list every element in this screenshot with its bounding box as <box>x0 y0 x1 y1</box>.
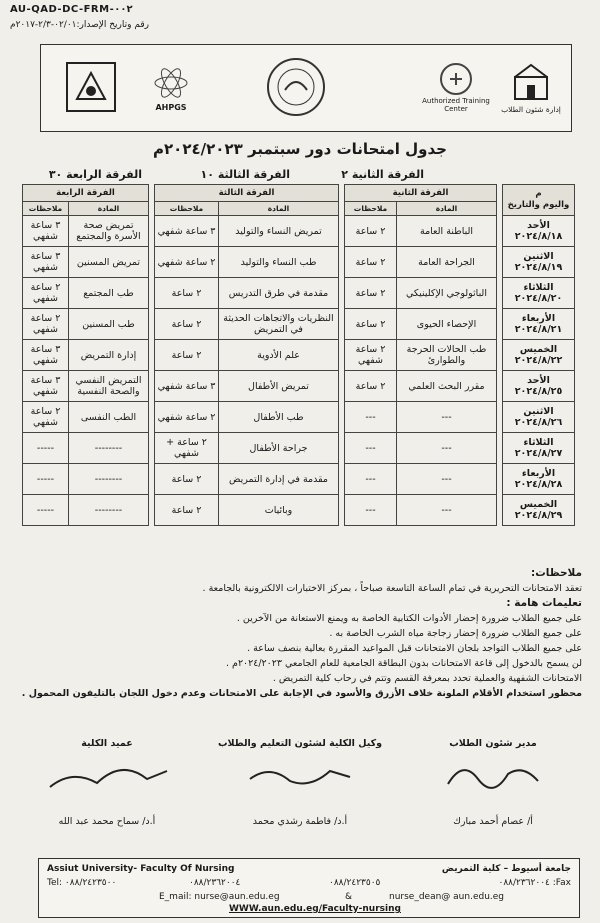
footer-amp: & <box>345 892 353 902</box>
group2-notes: ٢ ساعة <box>345 278 397 309</box>
exam-date: ٢٠٢٤/٨/١٩ <box>514 262 563 273</box>
group3-subject: مقدمة في إدارة التمريض <box>219 464 339 495</box>
quality-seal-logo <box>256 53 336 121</box>
table-row <box>23 278 575 309</box>
group3-notes: ٢ ساعة <box>155 495 219 526</box>
exam-date: ٢٠٢٤/٨/٢٨ <box>514 479 563 490</box>
group2-notes: ٢ ساعة <box>345 216 397 247</box>
version-line: رقم وتاريخ الإصدار:٠٢/٠١-٢/٣-٢٠١٧م <box>10 20 149 30</box>
table-row <box>23 309 575 340</box>
page-title: جدول امتحانات دور سبتمبر ٢٠٢٤/٢٠٢٣م <box>153 140 447 158</box>
group3-notes: ٢ ساعة شفهي <box>155 247 219 278</box>
group2-header: الفرقة الثانية <box>345 185 497 202</box>
day-name: الاثنين <box>523 251 554 262</box>
group4-label: الفرقة الرابعة ٣٠ <box>48 168 142 181</box>
group4-subject: تمريض صحة الأسرة والمجتمع <box>69 216 149 247</box>
exam-date: ٢٠٢٤/٨/٢٢ <box>514 355 563 366</box>
footer-fax: Fax: ٠٨٨/٢٣٦٢٠٠٤ <box>498 878 571 888</box>
day-date-cell <box>503 309 575 340</box>
group3-subject: تمريض الأطفال <box>219 371 339 402</box>
day-name: الأحد <box>527 220 550 231</box>
day-name: الثلاثاء <box>523 437 554 448</box>
group4-notes: ----- <box>23 433 69 464</box>
footer-tel: Tel: ٠٨٨/٢٤٢٣٥٠٠ <box>47 878 117 888</box>
footer-email-2[interactable]: nurse_dean@ aun.edu.eg <box>389 892 505 902</box>
group3-label: الفرقة الثالثة ١٠ <box>200 168 290 181</box>
group3-subject: وبائيات <box>219 495 339 526</box>
group3-notes: ٣ ساعة شفهي <box>155 216 219 247</box>
table-row <box>23 216 575 247</box>
footer-university-en: Assiut University- Faculty Of Nursing <box>47 864 235 874</box>
note-item: تعقد الامتحانات التحريرية في تمام الساعة التاسعة صباحاً ، بمركز الاختبارات الالكترونية بالجامعة . <box>202 583 582 594</box>
group2-subject: الإحصاء الحيوى <box>397 309 497 340</box>
group2-subject: الجراحة العامة <box>397 247 497 278</box>
document-code: AU-QAD-DC-FRM-٠٠٢ <box>10 4 133 15</box>
group3-notes: ٢ ساعة + شفهي <box>155 433 219 464</box>
exam-date: ٢٠٢٤/٨/٢٦ <box>514 417 563 428</box>
group3-notes: ٣ ساعة شفهي <box>155 371 219 402</box>
group4-notes: ٢ ساعة شفهي <box>23 309 69 340</box>
group2-notes: ٢ ساعة <box>345 371 397 402</box>
exam-date: ٢٠٢٤/٨/٢٠ <box>514 293 563 304</box>
table-row <box>23 433 575 464</box>
faculty-logo <box>51 53 131 121</box>
group4-subject: طب المجتمع <box>69 278 149 309</box>
group4-notes: ٢ ساعة شفهي <box>23 402 69 433</box>
group4-notes: ٣ ساعة شفهي <box>23 371 69 402</box>
group2-notes: --- <box>345 495 397 526</box>
exam-date: ٢٠٢٤/٨/٢١ <box>514 324 563 335</box>
group4-subject: -------- <box>69 495 149 526</box>
footer-email-1[interactable]: E_mail: nurse@aun.edu.eg <box>159 892 280 902</box>
table-row <box>23 247 575 278</box>
ahpgs-logo: AHPGS <box>131 53 211 121</box>
notes-header: ملاحظات <box>23 202 69 216</box>
group3-subject: طب النساء والتوليد <box>219 247 339 278</box>
signature-vice-dean: وكيل الكلية لشئون التعليم والطلاب أ.د/ فاطمة رشدي محمد <box>217 738 383 827</box>
group4-notes: ----- <box>23 464 69 495</box>
group4-subject: طب المسنين <box>69 309 149 340</box>
training-center-logo: Authorized Training Center <box>421 53 491 121</box>
group4-notes: ٢ ساعة شفهي <box>23 278 69 309</box>
table-row <box>23 402 575 433</box>
day-date-cell <box>503 371 575 402</box>
group3-subject: مقدمة في طرق التدريس <box>219 278 339 309</box>
notes-section <box>12 566 582 701</box>
subject-header: المادة <box>69 202 149 216</box>
exam-date: ٢٠٢٤/٨/٢٧ <box>514 448 563 459</box>
table-row <box>23 464 575 495</box>
day-date-cell <box>503 402 575 433</box>
footer-tel-2: ٠٨٨/٢٣٦٢٠٠٤ <box>189 878 241 888</box>
notes-heading: ملاحظات: <box>531 567 582 579</box>
notes-header: ملاحظات <box>155 202 219 216</box>
group3-subject: جراحة الأطفال <box>219 433 339 464</box>
group2-subject: مقرر البحث العلمي <box>397 371 497 402</box>
day-date-cell <box>503 216 575 247</box>
footer-university-ar: جامعة أسيوط – كلية التمريض <box>441 864 571 874</box>
date-column-header: م واليوم والتاريخ <box>503 185 575 216</box>
group3-subject: النظريات والاتجاهات الحديثة في التمريض <box>219 309 339 340</box>
exam-date: ٢٠٢٤/٨/٢٩ <box>514 510 563 521</box>
group4-notes: ٣ ساعة شفهي <box>23 340 69 371</box>
group3-notes: ٢ ساعة <box>155 278 219 309</box>
day-name: الخميس <box>519 344 558 355</box>
day-name: الأحد <box>527 375 550 386</box>
group2-subject: الباثولوجي الإكلينيكي <box>397 278 497 309</box>
group3-subject: علم الأدوية <box>219 340 339 371</box>
group4-notes: ----- <box>23 495 69 526</box>
day-date-cell <box>503 464 575 495</box>
group4-subject: -------- <box>69 464 149 495</box>
group2-label: الفرقة الثانية ٢ <box>341 168 424 181</box>
group4-subject: -------- <box>69 433 149 464</box>
day-date-cell <box>503 340 575 371</box>
aun-logo: إدارة شئون الطلاب <box>496 53 566 121</box>
group3-header: الفرقة الثالثة <box>155 185 339 202</box>
exam-schedule-table <box>22 184 575 526</box>
group2-subject: --- <box>397 402 497 433</box>
group4-subject: التمريض النفسي والصحة النفسية <box>69 371 149 402</box>
table-row <box>23 495 575 526</box>
group2-subject: --- <box>397 464 497 495</box>
instruction-item: على جميع الطلاب ضرورة إحضار زجاجة مياه الشرب الخاصة به . <box>329 628 582 639</box>
day-name: الاثنين <box>523 406 554 417</box>
group3-notes: ٢ ساعة شفهي <box>155 402 219 433</box>
group2-notes: ٢ ساعة <box>345 247 397 278</box>
instruction-item: الامتحانات الشفهية والعملية تحدد بمعرفة القسم وتتم في رحاب كلية التمريض . <box>272 673 582 684</box>
group2-notes: --- <box>345 464 397 495</box>
day-name: الأربعاء <box>521 468 556 479</box>
footer <box>38 858 580 918</box>
instruction-item: على جميع الطلاب ضرورة إحضار الأدوات الكتابية الخاصة به ويمنع الاستعانة من الآخرين . <box>236 613 582 624</box>
day-date-cell <box>503 247 575 278</box>
group2-notes: ٢ ساعة شفهي <box>345 340 397 371</box>
exam-date: ٢٠٢٤/٨/٢٥ <box>514 386 563 397</box>
day-date-cell <box>503 495 575 526</box>
group2-notes: --- <box>345 402 397 433</box>
handwritten-signature <box>42 749 172 799</box>
instruction-item: محظور استخدام الأقلام الملونة خلاف الأزرق والأسود في الإجابة على الامتحانات وعدم دخول اللجان بالتليفون المحمول . <box>21 688 582 699</box>
group2-notes: ٢ ساعة <box>345 309 397 340</box>
exam-date: ٢٠٢٤/٨/١٨ <box>514 231 563 242</box>
handwritten-signature <box>438 749 548 799</box>
day-name: الأربعاء <box>521 313 556 324</box>
group4-notes: ٣ ساعة شفهي <box>23 247 69 278</box>
notes-header: ملاحظات <box>345 202 397 216</box>
group3-notes: ٢ ساعة <box>155 309 219 340</box>
group2-notes: --- <box>345 433 397 464</box>
instructions-heading: تعليمات هامة : <box>506 597 582 609</box>
day-date-cell <box>503 278 575 309</box>
table-row <box>23 371 575 402</box>
table-row <box>23 340 575 371</box>
footer-tel-3: ٠٨٨/٢٤٢٣٥٠٥ <box>329 878 381 888</box>
group2-subject: الباطنة العامة <box>397 216 497 247</box>
group3-subject: تمريض النساء والتوليد <box>219 216 339 247</box>
subject-header: المادة <box>219 202 339 216</box>
footer-website-link[interactable]: WWW.aun.edu.eg/Faculty-nursing <box>229 904 401 914</box>
signature-dean: عميد الكلية أ.د/ سماح محمد عبد الله <box>22 738 192 802</box>
group4-subject: الطب النفسى <box>69 402 149 433</box>
group4-subject: تمريض المسنين <box>69 247 149 278</box>
group2-subject: --- <box>397 495 497 526</box>
group3-subject: طب الأطفال <box>219 402 339 433</box>
instruction-item: على جميع الطلاب التواجد بلجان الامتحانات قبل المواعيد المقررة بعالية بنصف ساعة . <box>247 643 582 654</box>
group3-notes: ٢ ساعة <box>155 464 219 495</box>
day-name: الخميس <box>519 499 558 510</box>
handwritten-signature <box>240 749 360 799</box>
signatures <box>22 738 578 838</box>
group3-notes: ٢ ساعة <box>155 340 219 371</box>
group4-subject: إدارة التمريض <box>69 340 149 371</box>
group2-subject: طب الحالات الحرجة والطوارئ <box>397 340 497 371</box>
group2-subject: --- <box>397 433 497 464</box>
day-date-cell <box>503 433 575 464</box>
instruction-item: لن يسمح بالدخول إلى قاعة الامتحانات بدون البطاقة الجامعية للعام الجامعي ٢٠٢٤/٢٠٢٣م . <box>226 658 582 669</box>
subject-header: المادة <box>397 202 497 216</box>
signature-student-affairs: مدير شئون الطلاب أ/ عصام أحمد مبارك <box>408 738 578 802</box>
day-name: الثلاثاء <box>523 282 554 293</box>
group4-header: الفرقة الرابعة <box>23 185 149 202</box>
logo-bar <box>40 44 572 132</box>
group4-notes: ٣ ساعة شفهي <box>23 216 69 247</box>
